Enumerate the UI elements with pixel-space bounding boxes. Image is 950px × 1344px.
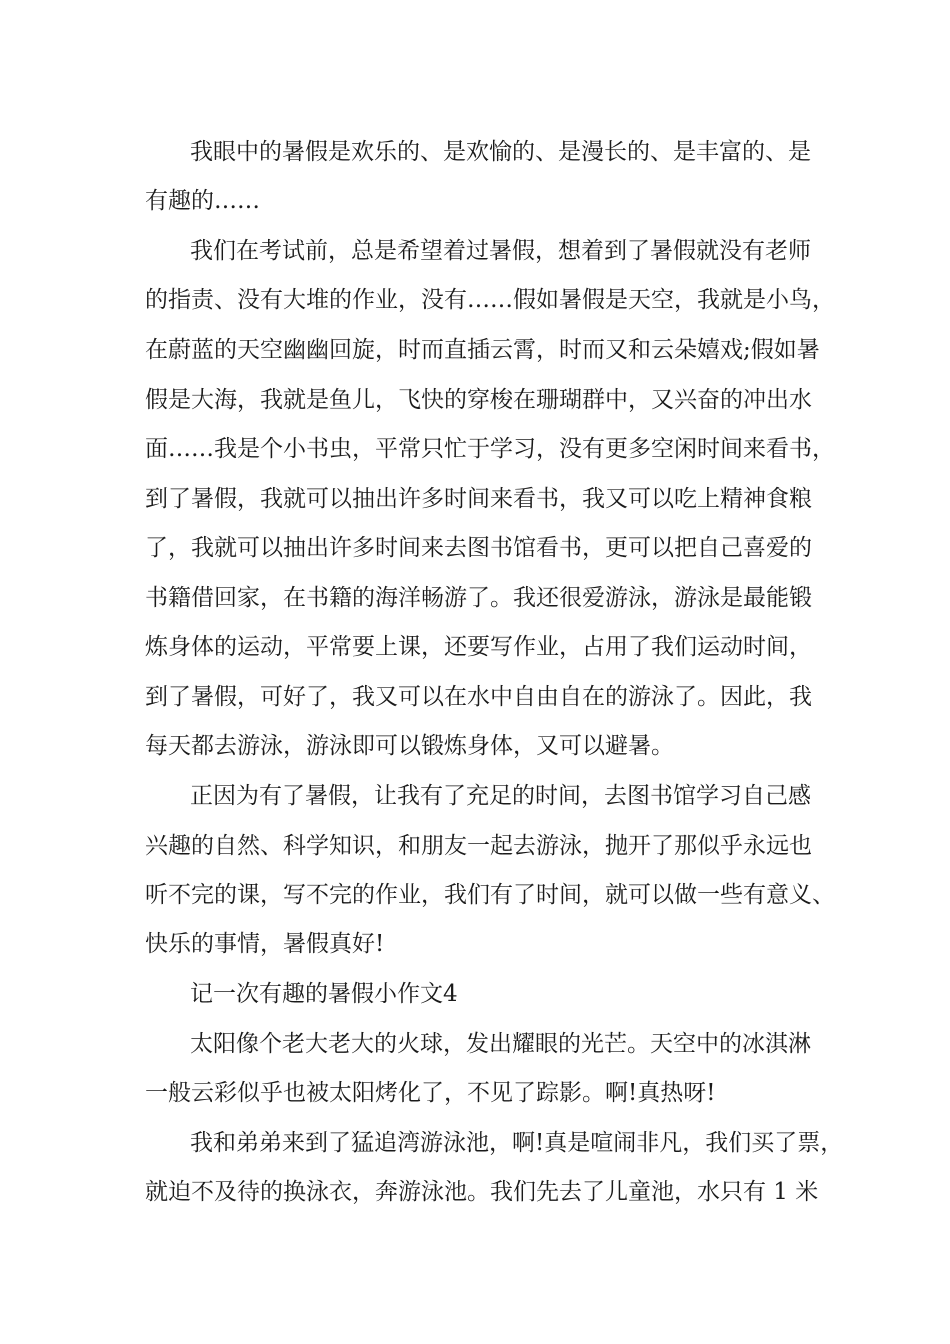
text-line: 我和弟弟来到了猛追湾游泳池，啊!真是喧闹非凡，我们买了票， xyxy=(190,1130,844,1156)
text-line: 到了暑假，可好了，我又可以在水中自由自在的游泳了。因此，我 xyxy=(145,684,812,710)
text-line: 在蔚蓝的天空幽幽回旋，时而直插云霄，时而又和云朵嬉戏;假如暑 xyxy=(145,337,820,363)
text-line: 有趣的…… xyxy=(145,188,260,214)
text-line: 兴趣的自然、科学知识，和朋友一起去游泳，抛开了那似乎永远也 xyxy=(145,833,812,859)
text-line: 书籍借回家，在书籍的海洋畅游了。我还很爱游泳，游泳是最能锻 xyxy=(145,585,812,611)
text-line: 面……我是个小书虫，平常只忙于学习，没有更多空闲时间来看书， xyxy=(145,436,835,462)
text-line: 就迫不及待的换泳衣，奔游泳池。我们先去了儿童池，水只有 1 米 xyxy=(145,1179,819,1205)
text-line: 快乐的事情，暑假真好! xyxy=(145,931,385,957)
text-line: 的指责、没有大堆的作业，没有……假如暑假是天空，我就是小鸟， xyxy=(145,287,835,313)
section-heading: 记一次有趣的暑假小作文4 xyxy=(190,981,458,1007)
text-line: 一般云彩似乎也被太阳烤化了，不见了踪影。啊!真热呀! xyxy=(145,1080,716,1106)
text-line: 我们在考试前，总是希望着过暑假，想着到了暑假就没有老师 xyxy=(190,238,811,264)
text-line: 了，我就可以抽出许多时间来去图书馆看书，更可以把自己喜爱的 xyxy=(145,535,812,561)
text-line: 正因为有了暑假，让我有了充足的时间，去图书馆学习自己感 xyxy=(190,783,811,809)
text-line: 炼身体的运动，平常要上课，还要写作业，占用了我们运动时间， xyxy=(145,634,812,660)
text-line: 听不完的课，写不完的作业，我们有了时间，就可以做一些有意义、 xyxy=(145,882,835,908)
text-line: 假是大海，我就是鱼儿，飞快的穿梭在珊瑚群中，又兴奋的冲出水 xyxy=(145,387,812,413)
text-line: 每天都去游泳，游泳即可以锻炼身体，又可以避暑。 xyxy=(145,733,674,759)
text-line: 到了暑假，我就可以抽出许多时间来看书，我又可以吃上精神食粮 xyxy=(145,486,812,512)
text-line: 太阳像个老大老大的火球，发出耀眼的光芒。天空中的冰淇淋 xyxy=(190,1031,811,1057)
text-line: 我眼中的暑假是欢乐的、是欢愉的、是漫长的、是丰富的、是 xyxy=(190,139,811,165)
